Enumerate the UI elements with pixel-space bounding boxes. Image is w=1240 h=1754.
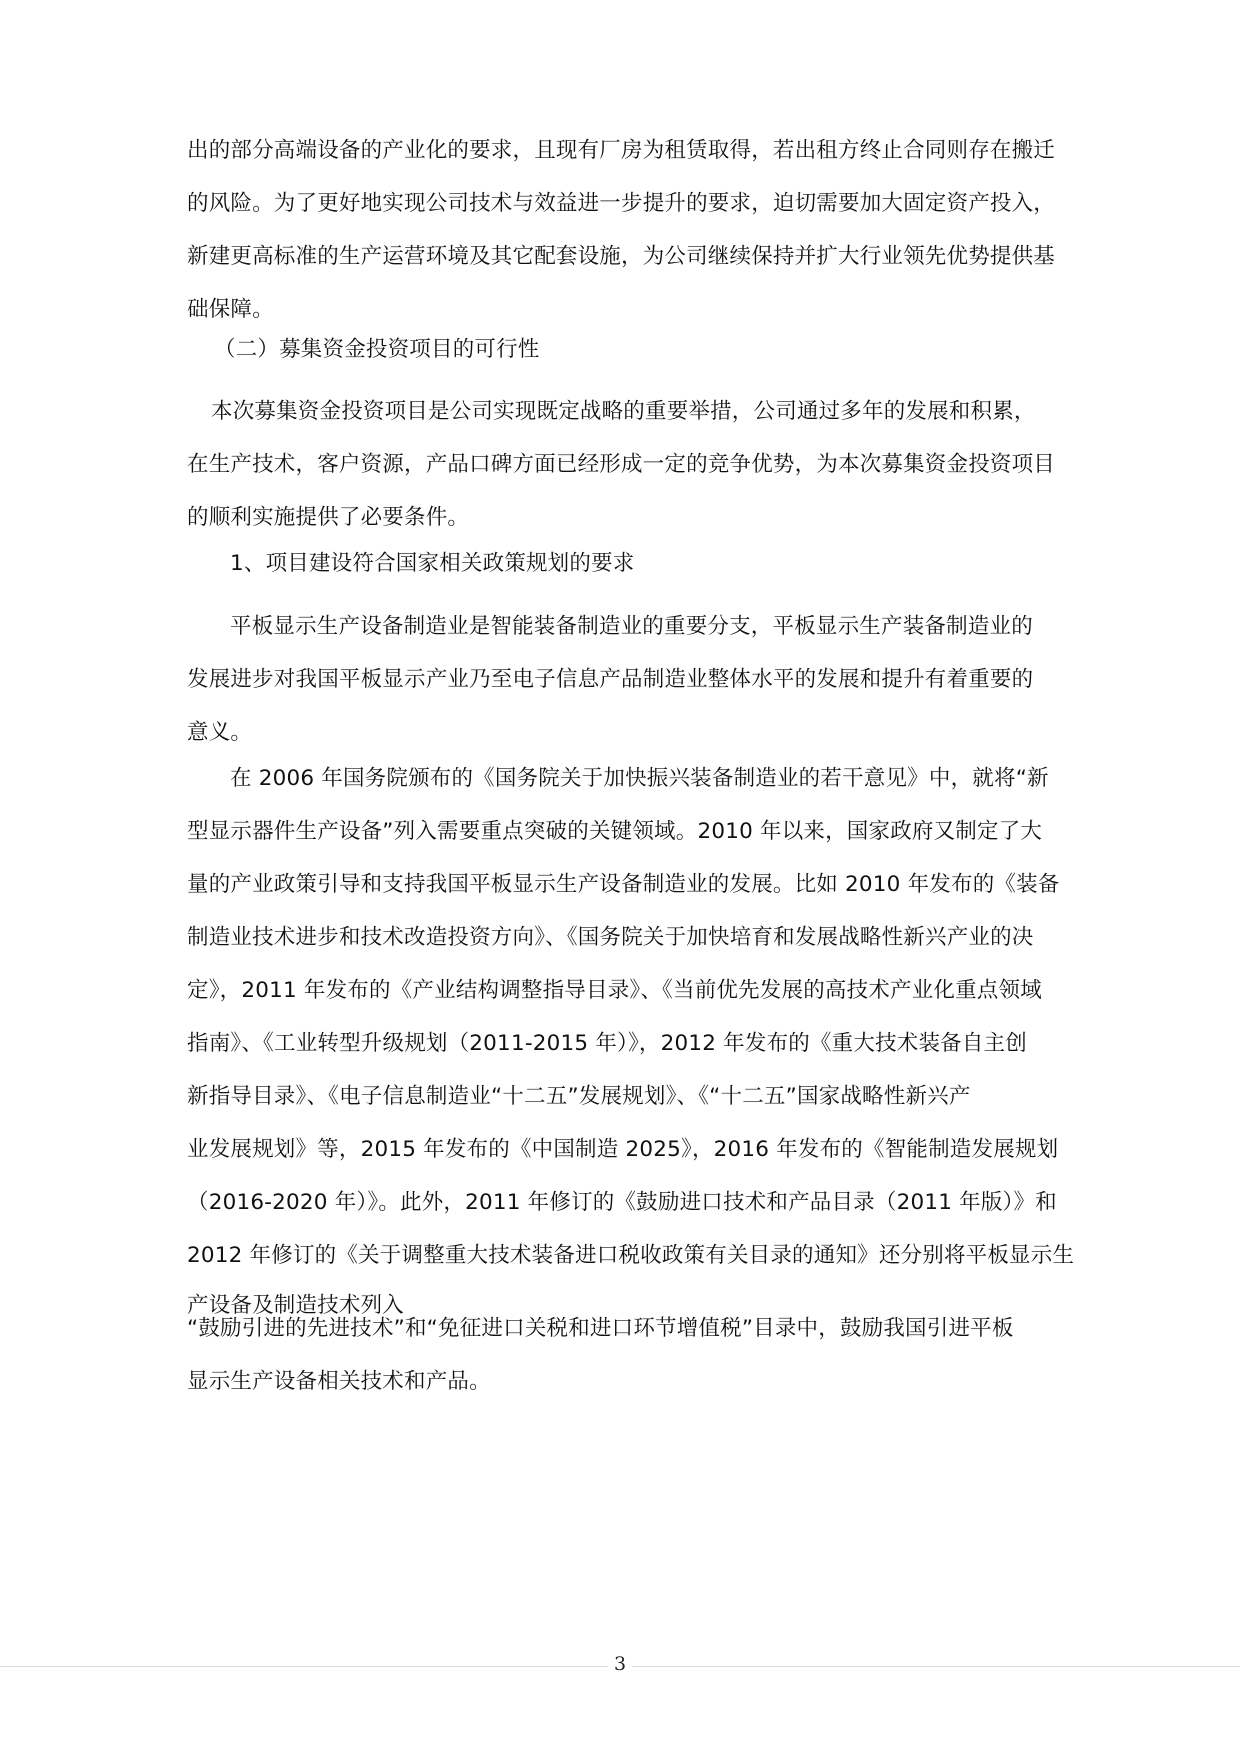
text-line: 2012 年修订的《关于调整重大技术装备进口税收政策有关目录的通知》还分别将平板显示生	[187, 1243, 1075, 1268]
paragraph-encouraged-tech	[187, 1302, 1077, 1408]
text-line: 发展进步对我国平板显示产业乃至电子信息产品制造业整体水平的发展和提升有着重要的	[187, 667, 1034, 692]
page-number-text: 3	[608, 1653, 632, 1675]
text-line: 业发展规划》等，2015 年发布的《中国制造 2025》，2016 年发布的《智能制造发展规划	[187, 1137, 1059, 1162]
text-line: 础保障。	[187, 297, 274, 322]
text-line: 定》，2011 年发布的《产业结构调整指导目录》、《当前优先发展的高技术产业化重点领域	[187, 978, 1042, 1003]
text-line: 产设备及制造技术列入	[187, 1293, 405, 1318]
heading-text: （二）募集资金投资项目的可行性	[214, 337, 540, 362]
text-line: （2016-2020 年）》。此外，2011 年修订的《鼓励进口技术和产品目录（2011 年版）》和	[187, 1190, 1057, 1215]
text-line: 意义。	[187, 720, 253, 745]
text-line: 在 2006 年国务院颁布的《国务院关于加快振兴装备制造业的若干意见》中，就将“新	[230, 766, 1049, 791]
paragraph-continuation	[187, 124, 1077, 336]
paragraph-policy-history	[187, 752, 1077, 1330]
text-line: 显示生产设备相关技术和产品。	[187, 1369, 491, 1394]
text-line: 的顺利实施提供了必要条件。	[187, 505, 470, 530]
section-heading-feasibility	[214, 323, 1104, 376]
text-line: 出的部分高端设备的产业化的要求，且现有厂房为租赁取得，若出租方终止合同则存在搬迁	[187, 138, 1056, 163]
text-line: 的风险。为了更好地实现公司技术与效益进一步提升的要求，迫切需要加大固定资产投入，	[187, 191, 1056, 216]
text-line: 新建更高标准的生产运营环境及其它配套设施，为公司继续保持并扩大行业领先优势提供基	[187, 244, 1056, 269]
text-line: 在生产技术，客户资源，产品口碑方面已经形成一定的竞争优势，为本次募集资金投资项目	[187, 452, 1056, 477]
paragraph-feasibility-intro	[187, 385, 1077, 544]
text-line: 型显示器件生产设备”列入需要重点突破的关键领域。2010 年以来，国家政府又制定了大	[187, 819, 1043, 844]
text-line: 指南》、《工业转型升级规划（2011-2015 年）》，2012 年发布的《重大技术装备自主创	[187, 1031, 1027, 1056]
subheading-policy	[230, 537, 1120, 590]
paragraph-industry-importance	[187, 600, 1077, 759]
text-line: 量的产业政策引导和支持我国平板显示生产设备制造业的发展。比如 2010 年发布的《装备	[187, 872, 1060, 897]
heading-text: 1、项目建设符合国家相关政策规划的要求	[230, 551, 635, 576]
text-line: 制造业技术进步和技术改造投资方向》、《国务院关于加快培育和发展战略性新兴产业的决	[187, 925, 1034, 950]
text-line: 本次募集资金投资项目是公司实现既定战略的重要举措，公司通过多年的发展和积累，	[211, 399, 1036, 424]
text-line: 新指导目录》、《电子信息制造业“十二五”发展规划》、《“十二五”国家战略性新兴产	[187, 1084, 971, 1109]
text-line: “鼓励引进的先进技术”和“免征进口关税和进口环节增值税”目录中，鼓励我国引进平板	[187, 1316, 1014, 1341]
text-line: 平板显示生产设备制造业是智能装备制造业的重要分支，平板显示生产装备制造业的	[230, 614, 1033, 639]
page-number	[0, 1650, 1240, 1678]
